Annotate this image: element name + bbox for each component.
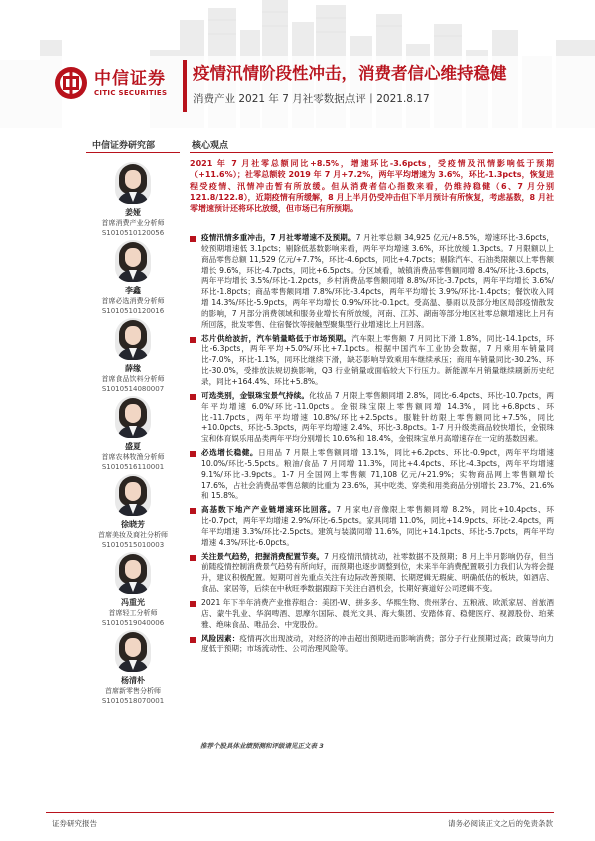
- analyst-photo: [115, 162, 151, 204]
- key-point-text: [201, 505, 554, 548]
- analyst-name: 姜娅: [125, 208, 141, 217]
- analyst-photo: [115, 396, 151, 438]
- key-point-body: 化妆品 7 月限上零售额同增 2.8%，同比-6.4pcts、环比-10.7pcts，两年平均增速 6.0%/环比-11.0pcts。金银珠宝限上零售额同增 14.3%，同比+6.8pcts、环比-11.7pcts，两年平均增速 10.8%/环比+2.5pcts。服鞋针纺限上零售额同比+7.5%，同比+10.0pcts、环比-5.3pcts，两年平均增速 2.4%、环比-3.8pcts。1-7 月升级类商品较快增长，金银珠宝和体育娱乐用品类两年平均分别增长 10.6%和 18.4%，金银珠宝单月高增速存在一定的基数因素。: [201, 390, 555, 444]
- footer-report-type: 证券研究报告: [52, 819, 97, 828]
- analyst-name: 徐晓芳: [121, 520, 145, 529]
- citic-logo: [54, 66, 167, 100]
- logo-name-cn: 中信证券: [94, 68, 166, 89]
- key-point-text: [201, 598, 554, 631]
- analyst-photo: [115, 630, 151, 672]
- analyst-license-code: S1010518070001: [101, 697, 165, 705]
- analyst-photo: [115, 552, 151, 594]
- bullet-square-icon: [190, 394, 196, 400]
- key-point-lead: 芯片供给波折，汽车销量略低于市场预期。: [201, 333, 352, 343]
- analyst-license-code: S1010516110001: [101, 463, 165, 471]
- citic-logo-icon: [54, 66, 88, 100]
- analyst-name: 冯重光: [121, 598, 145, 607]
- summary-paragraph: 2021 年 7 月社零总额同比+8.5%，增速环比-3.6pcts，受疫情及汛情影响低于预期（+11.6%）；社零总额较 2019 年 7 月+7.2%，两年平均增速为 3.6%，环比-1.3pcts，恢复进程受疫情、汛情冲击暂有所放缓。但从消费者信心指数来看，仍维持稳健（6、7 月分别 121.8/122.8），近期疫情有所缓解，8 月上半月仍受冲击但下半月预计有所恢复，考虑基数，8 月社零增速预计还将环比放缓，但市场已有所预期。: [190, 159, 554, 214]
- key-point-item: [190, 552, 554, 595]
- analyst-license-code: S1010515010003: [101, 541, 165, 549]
- left-divider: [86, 152, 180, 153]
- right-divider: [190, 152, 553, 153]
- bullet-square-icon: [190, 236, 196, 242]
- analyst-role: 首席新零售分析师: [105, 687, 161, 695]
- bullet-square-icon: [190, 601, 196, 607]
- key-point-text: [201, 334, 554, 388]
- analyst-name: 盛夏: [125, 442, 141, 451]
- analyst-name: 李鑫: [125, 286, 141, 295]
- key-point-lead: 必选增长稳健。: [201, 448, 259, 458]
- key-point-body: 汽车限上零售额 7 月同比下滑 1.8%，同比-14.1pcts，环比-6.3pcts，两年平均+5.0%/环比+7.1pcts。根据中国汽车工业协会数据，7 月乘用车销量同比-7.0%，环比-1.1%，同环比继续下滑，缺芯影响导致乘用车继续承压；商用车销量同比-30.2%、环比-30.0%，受排放法规切换影响，Q3 行业销量或面临较大下行压力。新能源车月销量继续刷新历史纪录，同比+164.4%、环比+5.8%。: [201, 333, 554, 386]
- analyst-license-code: S1010510120016: [101, 307, 165, 315]
- key-point-lead: 高基数下地产产业链增速环比回落。: [201, 505, 337, 515]
- key-point-text: [201, 391, 554, 445]
- key-point-text: [201, 448, 554, 502]
- analyst-role: 首席轻工分析师: [108, 609, 158, 617]
- analyst-license-code: S1010510120056: [101, 229, 165, 237]
- logo-name-en: CITIC SECURITIES: [94, 88, 168, 97]
- recommendation-note: 推荐个股具体业绩预测和评级请见正文表 3: [200, 742, 324, 750]
- key-point-text: [201, 552, 554, 595]
- report-header: [0, 0, 595, 128]
- key-point-item: [190, 505, 554, 548]
- analyst-photo: [115, 240, 151, 282]
- report-subtitle: 消费产业 2021 年 7 月社零数据点评丨2021.8.17: [193, 93, 430, 105]
- key-point-item: [190, 334, 554, 388]
- key-point-lead: 可选类别，金银珠宝景气持续。: [201, 390, 310, 400]
- analyst-card: [86, 240, 180, 316]
- key-point-body: 7 月家电/音像限上零售额同增 8.2%，同比+10.4pcts、环比-0.7pct，两年平均增速 2.9%/环比-6.5pcts。家具同增 11.0%，同比+14.9pcts、环比-2.4pcts，两年平均增速 3.3%/环比-2.5pcts。建筑与装潢同增 11.6%，同比+14.1pcts、环比-5.7pcts，两年平均增速 4.3%/环比-6.0pcts。: [201, 505, 554, 547]
- bullet-square-icon: [190, 337, 196, 343]
- key-point-body: 7 月社零总额 34,925 亿元/+8.5%，增速环比-3.6pcts，较预期增速低 3.1pcts；剔除低基数影响来看，两年平均增速 3.6%，环比放缓 1.3pcts。7 月限额以上商品零售总额 11,529 亿元/+7.7%，环比-4.6pcts，同比+4.7pcts；剔除汽车、石油类限额以上零售额增长 9.6%，环比-4.7pcts，同比+6.5pcts。分区域看，城镇消费品零售额同增 8.4%/环比-3.6pcts，两年平均增长 3.5%/环比-1.2pcts，乡村消费品零售额同增 8.8%/环比-3.7pcts，两年平均增长 3.6%/环比-1.8pcts；商品零售额同增 7.8%/环比-3.4pcts，两年平均增长 3.9%/环比-1.4pcts；餐饮收入同增 14.3%/环比-5.9pcts，两年平均增长 0.9%/环比-0.1pct。受高温、暴雨以及部分地区局部疫情散发的影响，7 月部分消费领域和服务业增长有所放缓，河南、江苏、湖南等部分地区社零总额增速比上月有所回落，批发零售、住宿餐饮等接触型聚集型行业增速比上月回落。: [201, 233, 554, 329]
- report-title: 疫情汛情阶段性冲击，消费者信心维持稳健: [193, 64, 507, 83]
- analyst-card: [86, 318, 180, 394]
- key-point-lead: 疫情汛情多重冲击，7 月社零增速不及预期。: [201, 233, 356, 242]
- bullet-square-icon: [190, 555, 196, 561]
- footer-divider: [46, 812, 554, 813]
- key-point-item: [190, 634, 554, 656]
- analyst-card: [86, 162, 180, 238]
- analyst-role: 首席消费产业分析师: [101, 219, 165, 227]
- key-point-lead: 风险因素：: [201, 633, 240, 643]
- analyst-name: 杨清朴: [121, 676, 145, 685]
- analyst-license-code: S1010519040006: [101, 619, 165, 627]
- bullet-square-icon: [190, 508, 196, 514]
- analyst-role: 首席食品饮料分析师: [101, 375, 165, 383]
- bullet-square-icon: [190, 637, 196, 643]
- research-dept-heading: 中信证券研究部: [92, 141, 156, 151]
- title-accent-bar: [183, 60, 187, 112]
- analyst-role: 首席美妆及商社分析师: [98, 531, 168, 539]
- key-point-item: [190, 598, 554, 631]
- analyst-role: 首席必选消费分析师: [101, 297, 165, 305]
- analyst-license-code: S1010514080007: [101, 385, 165, 393]
- key-point-body: 2021 年下半年消费产业推荐组合：美团-W、拼多多、华熙生物、贵州茅台、五粮液、欧派家居、首旅酒店、蒙牛乳业、华润啤酒、思摩尔国际、晨光文具、海大集团、安踏体育、稳健医疗、视源股份、珀莱雅、绝味食品、唯品会、中宠股份。: [201, 598, 554, 629]
- key-point-lead: 关注景气趋势，把握消费配置节奏。: [201, 551, 325, 561]
- key-point-item: [190, 448, 554, 502]
- analyst-photo: [115, 474, 151, 516]
- key-point-body: 疫情再次出现波动，对经济的冲击超出预期进而影响消费；部分子行业预期过高；政策导向力度低于预期；市场流动性、公司治理风险等。: [201, 633, 555, 654]
- key-point-item: [190, 233, 554, 331]
- analyst-card: [86, 630, 180, 706]
- analyst-role: 首席农林牧渔分析师: [101, 453, 165, 461]
- key-point-body: 日用品 7 月限上零售额同增 13.1%，同比+6.2pcts、环比-0.9pct，两年平均增速 10.0%/环比-5.5pcts。粮油/食品 7 月同增 11.3%，同比+4.4pcts、环比-4.3pcts，两年平均增速 9.1%/环比-3.9pcts。1-7 月全国网上零售额 71,108 亿元/+21.9%；实物商品网上零售额增长 17.6%，占社会消费品零售总额的比重为 23.6%，其中吃类、穿类和用类商品分别增长 23.7%、21.6%和 15.8%。: [201, 448, 554, 501]
- analyst-card: [86, 552, 180, 628]
- bullet-square-icon: [190, 451, 196, 457]
- key-point-body: 7 月疫情汛情扰动，社零数据不及预期；8 月上半月影响仍存，但当前随疫情控制消费景气趋势有所向好，而预期也逐步调整到位，未来半年消费配置吸引力我们认为将会提升，建议积极配置。短期可首先重点关注有边际改善预期、长期逻辑无瑕疵、明确低估的板块，如酒店、食品、家居等，后续在中秋旺季数据跟踪下关注白酒机会，长期好赛道好公司逻辑不变。: [201, 551, 554, 594]
- footer-disclaimer: 请务必阅读正文之后的免责条款: [448, 819, 553, 828]
- key-point-text: [201, 634, 554, 656]
- key-point-item: [190, 391, 554, 445]
- analyst-card: [86, 396, 180, 472]
- analyst-name: 薛缘: [125, 364, 141, 373]
- analyst-photo: [115, 318, 151, 360]
- key-points-list: [190, 233, 554, 658]
- key-point-text: [201, 233, 554, 331]
- core-views-heading: 核心观点: [192, 141, 229, 151]
- analyst-card: [86, 474, 180, 550]
